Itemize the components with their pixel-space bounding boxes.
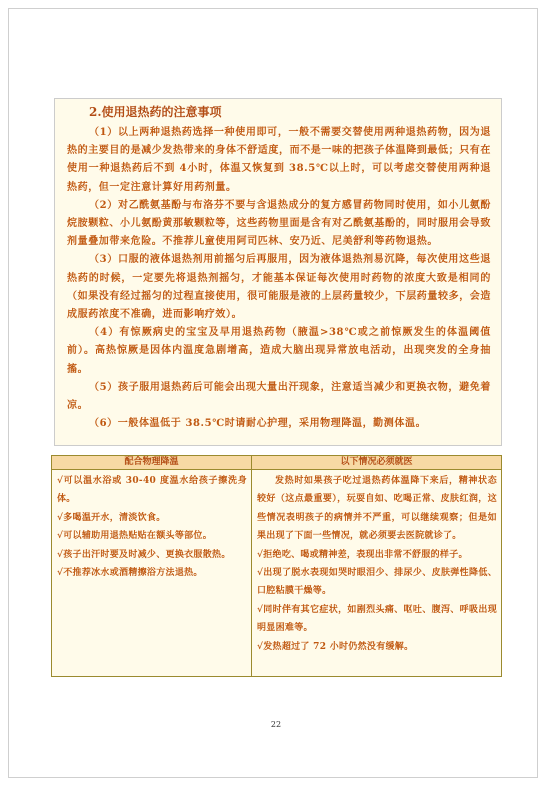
cooling-item: √不推荐冰水或酒精擦浴方法退热。 <box>57 568 203 579</box>
note-paragraph-3: （3）口服的液体退热剂用前摇匀后再服用，因为液体退热剂易沉降，每次使用这些退热药的时候，一定要先将退热剂摇匀，才能基本保证每次使用时药物的浓度大致是相同的（如果没有经过摇匀的过程直接使用，很可能服是液的上层药量较少，下层药量较多，会造成服药浓度不准确，进而影响疗效）。 <box>67 254 491 321</box>
care-table <box>51 455 502 677</box>
note-paragraph-1: （1）以上两种退热药选择一种使用即可，一般不需要交替使用两种退热药物，因为退热的主要目的是减少发热带来的身体不舒适度，而不是一味的把孩子体温降到最低；只有在使用一种退热药后不到 4小时，体温又恢复到 38.5℃以上时，可以考虑交替使用两种退热药，但一定注意计算好用药剂量。 <box>67 127 491 193</box>
note-paragraph-5: （5）孩子服用退热药后可能会出现大量出汗现象，注意适当减少和更换衣物，避免着凉。 <box>67 381 491 412</box>
seek-care-item: √出现了脱水表现如哭时眼泪少、排尿少、皮肤弹性降低、口腔粘膜干燥等。 <box>257 568 497 597</box>
section-title: 2.使用退热药的注意事项 <box>89 105 222 119</box>
cooling-item: √可以温水浴或 30-40 度温水给孩子擦洗身体。 <box>57 476 247 505</box>
seek-care-item: √发热超过了 72 小时仍然没有缓解。 <box>257 641 414 652</box>
right-column-header: 以下情况必须就医 <box>252 456 502 470</box>
page-number: 22 <box>270 720 282 729</box>
notes-box <box>54 98 502 446</box>
note-paragraph-6: （6）一般体温低于 38.5℃时请耐心护理，采用物理降温，勤测体温。 <box>89 418 427 430</box>
seek-care-cell <box>252 470 502 677</box>
note-paragraph-2: （2）对乙酰氨基酚与布洛芬不要与含退热成分的复方感冒药物同时使用，如小儿氨酚烷胺颗粒、小儿氨酚黄那敏颗粒等，这些药物里面是含有对乙酰氨基酚的，同时服用会导致剂量叠加带来危险。不推荐儿童使用阿司匹林、安乃近、尼美舒利等药物退热。 <box>67 199 491 248</box>
seek-care-item: √拒绝吃、喝或精神差，表现出非常不舒服的样子。 <box>257 549 468 560</box>
cooling-item: √可以辅助用退热贴贴在额头等部位。 <box>57 531 213 542</box>
physical-cooling-cell <box>52 470 252 677</box>
cooling-item: √多喝温开水，清淡饮食。 <box>57 512 166 523</box>
cooling-item: √孩子出汗时要及时减少、更换衣服散热。 <box>57 549 231 560</box>
seek-care-intro: 发热时如果孩子吃过退热药体温降下来后，精神状态较好（这点最重要），玩耍自如、吃喝正常、皮肤红润，这些情况表明孩子的病情并不严重，可以继续观察；但是如果出现了下面一些情况，就必须要去医院就诊了。 <box>257 476 497 542</box>
seek-care-item: √同时伴有其它症状，如剧烈头痛、呕吐、腹泻、呼吸出现明显困难等。 <box>257 604 497 634</box>
left-column-header: 配合物理降温 <box>52 456 252 470</box>
note-paragraph-4: （4）有惊厥病史的宝宝及早用退热药物（腋温>38℃或之前惊厥发生的体温阈值前）。高热惊厥是因体内温度急剧增高，造成大脑出现异常放电活动，出现突发的全身抽搐。 <box>67 327 491 375</box>
